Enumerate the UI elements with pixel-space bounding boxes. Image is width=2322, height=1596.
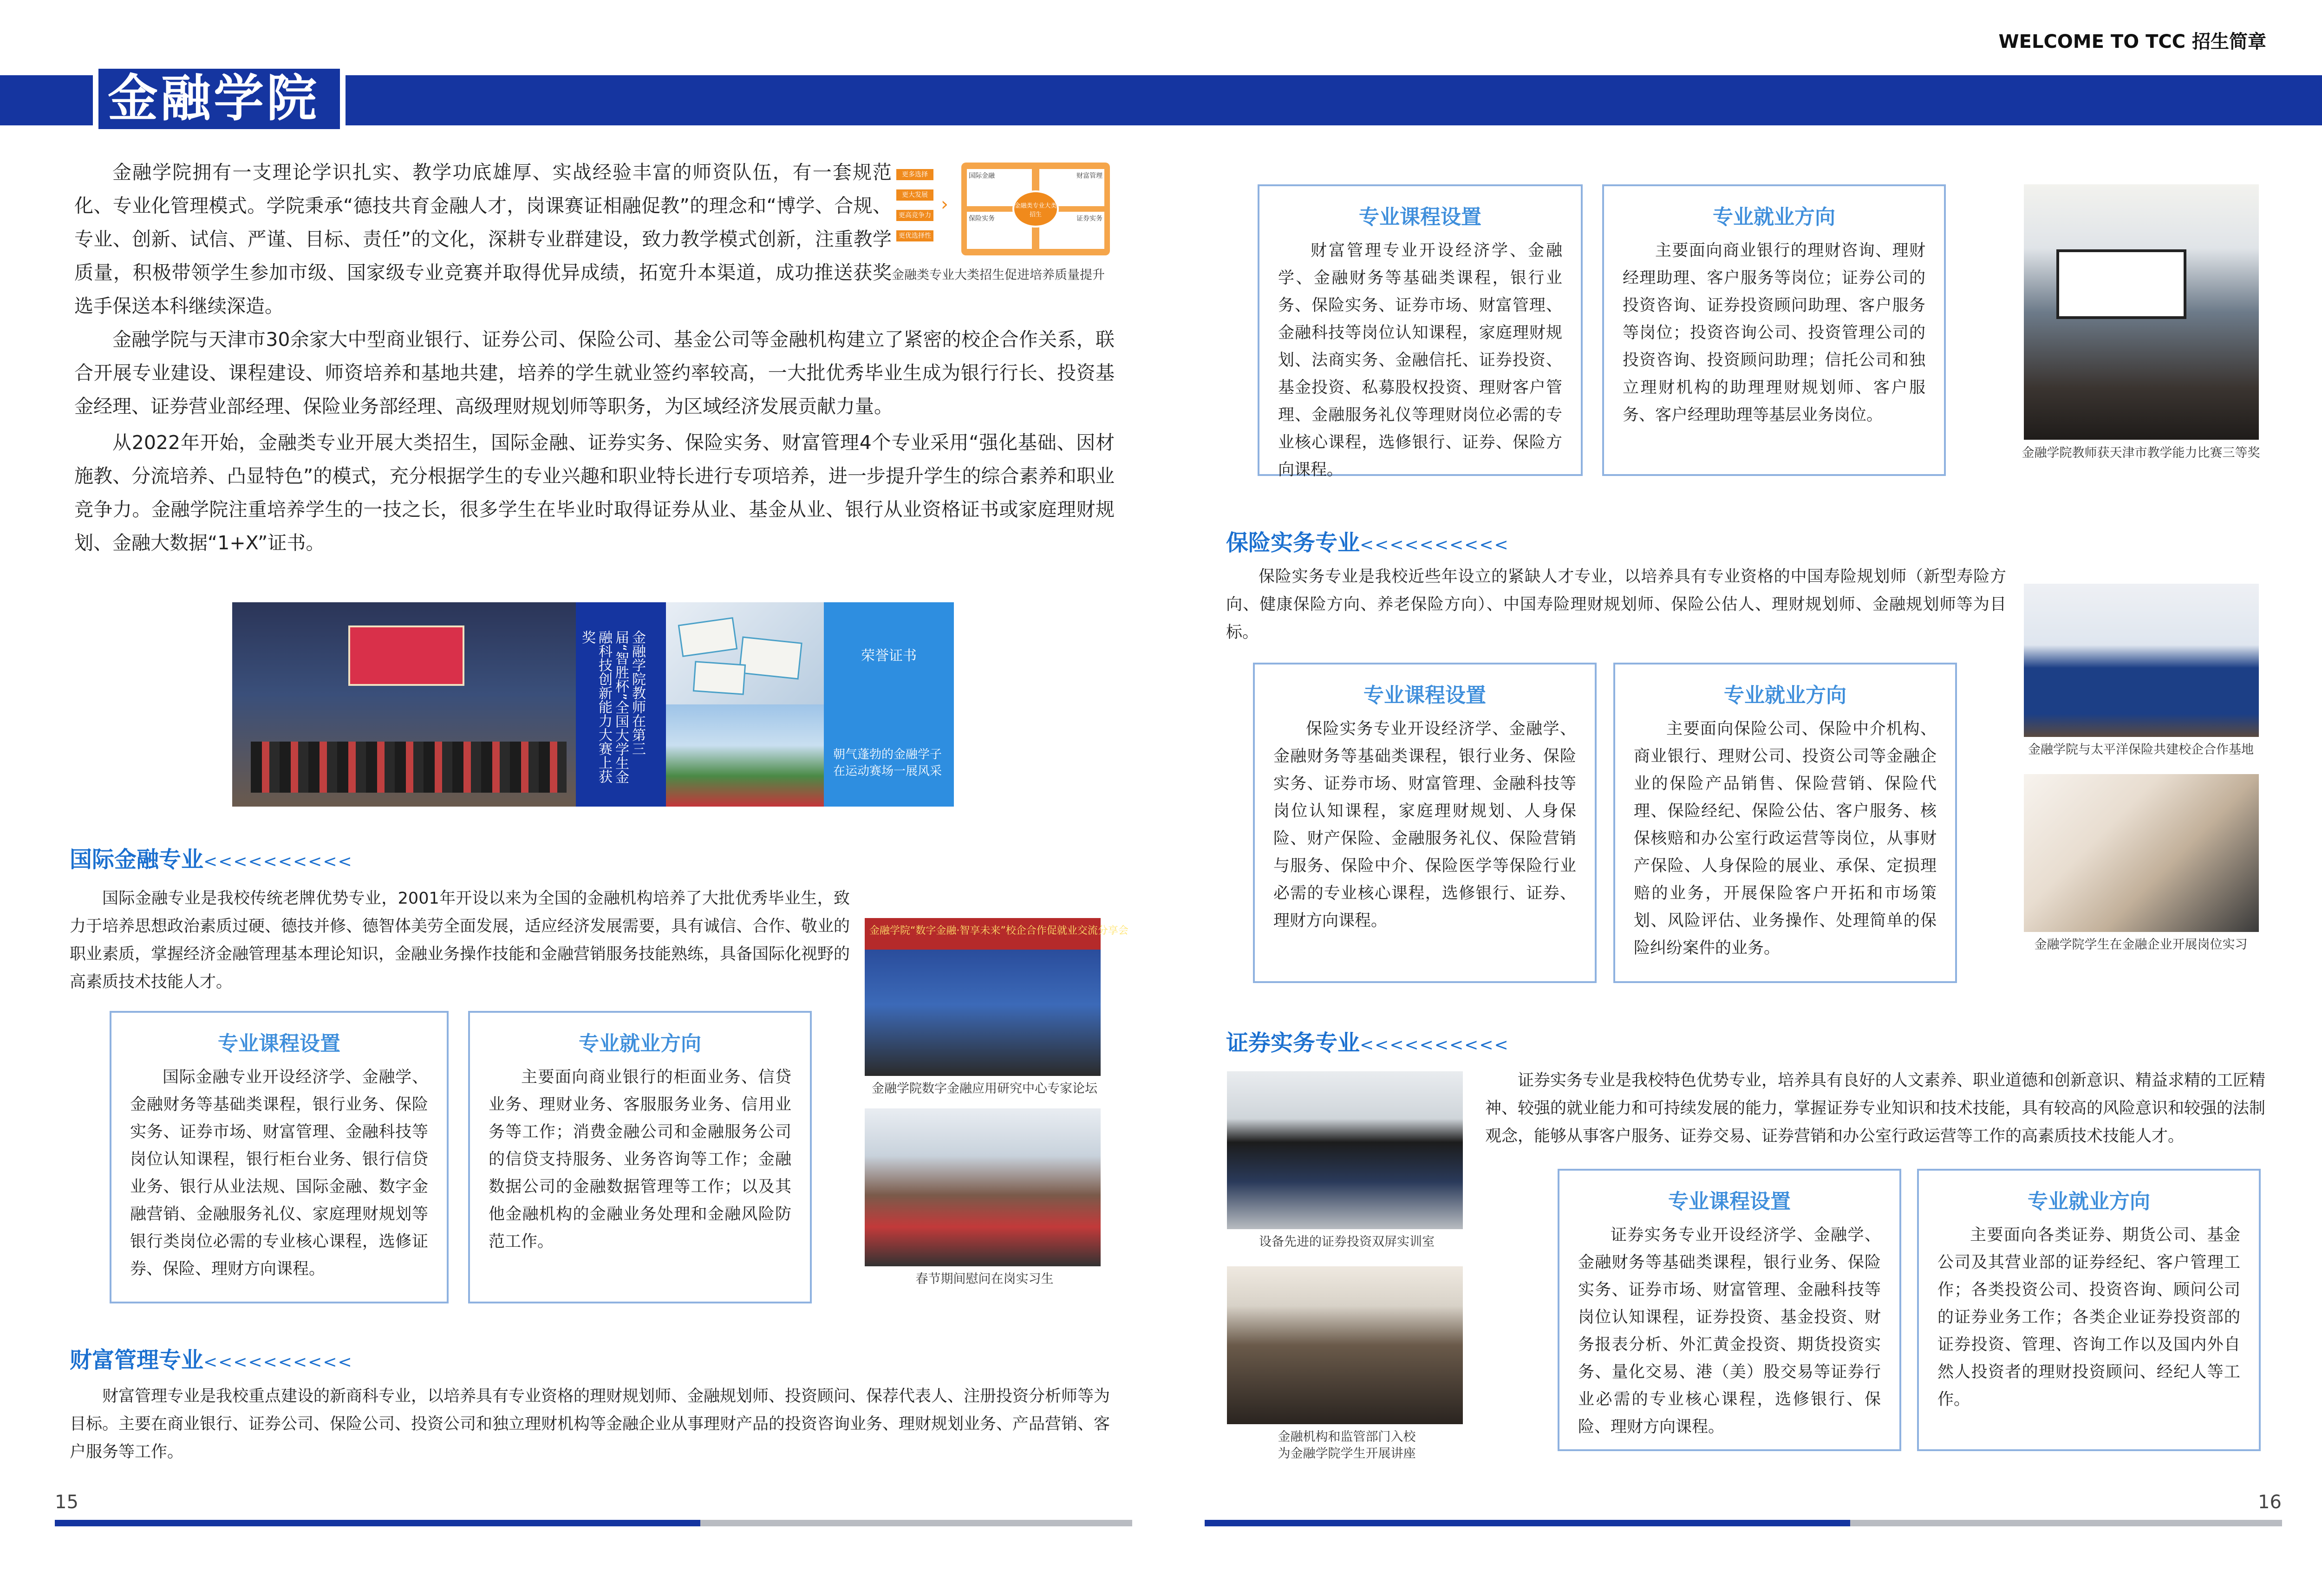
intl-title-text: 国际金融专业 bbox=[70, 847, 204, 873]
wealth-description: 财富管理专业是我校重点建设的新商科专业，以培养具有专业资格的理财规划师、金融规划师、投资顾问、保荐代表人、注册投资分析师等为目标。主要在商业银行、证券公司、保险公司、投资公司和独立理财机构等金融企业从事理财产品的投资咨询业务、理财规划业务、产品营销、客户服务等工作。 bbox=[70, 1387, 1110, 1461]
insurance-career-box bbox=[1613, 663, 1957, 983]
securities-photo2-caption-line1: 金融机构和监管部门入校 bbox=[1278, 1430, 1416, 1444]
insurance-partner-photo bbox=[2024, 584, 2259, 737]
wealth-photo-caption: 金融学院教师获天津市教学能力比赛三等奖 bbox=[2022, 446, 2260, 460]
footer-line-left-blue bbox=[55, 1520, 700, 1526]
footer-line-right-gray bbox=[1850, 1520, 2282, 1526]
securities-photo1-caption: 设备先进的证券投资双屏实训室 bbox=[1259, 1235, 1435, 1249]
award-text: 金融学院教师在第三届“智胜杯”全国大学生金融科技创新能力大赛上获奖 bbox=[579, 630, 646, 784]
wealth-course-box bbox=[1258, 184, 1583, 479]
securities-photo2-caption bbox=[1221, 1429, 1472, 1462]
diagram-center: 金融类专业大类招生 bbox=[1012, 190, 1059, 228]
diagram-tag: 更大发展 bbox=[896, 189, 933, 201]
insurance-title-arrows: <<<<<<<<<< bbox=[1360, 535, 1509, 554]
insurance-description: 保险实务专业是我校近些年设立的紧缺人才专业，以培养具有专业资格的中国寿险规划师（新型寿险方向、健康保险方向、养老保险方向）、中国寿险理财规划师、保险公估人、理财规划师、金融规划师等为目标。 bbox=[1226, 567, 2006, 642]
securities-course-title: 专业课程设置 bbox=[1668, 1190, 1791, 1213]
intl-career-text: 主要面向商业银行的柜面业务、信贷业务、理财业务、客服服务业务、信用业务等工作；消费金融公司和金融服务公司的信贷支持服务、业务咨询等工作；金融数据公司的金融数据管理等工作；以及其他金融机构的金融业务处理和金融风险防范工作。 bbox=[489, 1068, 791, 1251]
wealth-title-text: 财富管理专业 bbox=[70, 1347, 204, 1373]
wealth-section-title bbox=[70, 1342, 353, 1374]
intl-section-title bbox=[70, 841, 353, 873]
intl-title-arrows: <<<<<<<<<< bbox=[203, 852, 353, 871]
securities-course-box bbox=[1558, 1169, 1901, 1451]
enrollment-diagram bbox=[896, 163, 1110, 260]
forum-banner-text: 金融学院“数字金融·智享未来”校企合作促就业交流分享会 bbox=[869, 925, 1128, 937]
sport-label: 朝气蓬勃的金融学子在运动赛场一展风采 bbox=[833, 748, 942, 778]
intl-photo2-caption: 春节期间慰问在岗实习生 bbox=[915, 1272, 1054, 1286]
securities-course-text: 证券实务专业开设经济学、金融学、金融财务等基础类课程，银行业务、保险实务、证券市场、财富管理、金融科技等岗位认知课程，证券投资、基金投资、财务报表分析、外汇黄金投资、期货投资实务、量化交易、港（美）股交易等证券行业必需的专业核心课程，选修银行、保险、理财方向课程。 bbox=[1578, 1226, 1881, 1436]
intl-intern-photo bbox=[865, 1108, 1101, 1266]
insurance-photo2-caption: 金融学院学生在金融企业开展岗位实习 bbox=[2034, 938, 2248, 952]
wealth-course-text: 财富管理专业开设经济学、金融学、金融财务等基础类课程，银行业务、保险实务、证券市场、财富管理、金融科技等岗位认知课程，家庭理财规划、法商实务、金融信托、证券投资、基金投资、私募股权投资、理财客户管理、金融服务礼仪等理财岗位必需的专业核心课程，选修银行、证券、保险方向课程。 bbox=[1278, 241, 1562, 479]
certificate bbox=[678, 617, 738, 657]
footer-line-right-blue bbox=[1205, 1520, 1850, 1526]
insurance-section-title bbox=[1226, 525, 1509, 557]
intl-forum-photo bbox=[865, 918, 1128, 1076]
securities-career-title: 专业就业方向 bbox=[2028, 1190, 2150, 1213]
insurance-photo1-caption: 金融学院与太平洋保险共建校企合作基地 bbox=[2028, 743, 2254, 757]
projection-screen bbox=[2056, 249, 2186, 319]
wealth-career-title: 专业就业方向 bbox=[1713, 205, 1835, 229]
header-tagline: WELCOME TO TCC 招生简章 bbox=[1998, 31, 2266, 52]
insurance-title-text: 保险实务专业 bbox=[1226, 530, 1360, 556]
diagram-tag: 更优选择性 bbox=[896, 230, 933, 241]
wealth-title-arrows: <<<<<<<<<< bbox=[203, 1353, 353, 1372]
securities-title-text: 证券实务专业 bbox=[1226, 1030, 1360, 1056]
wealth-course-title: 专业课程设置 bbox=[1359, 205, 1481, 229]
diagram-quadrant: 证券实务 bbox=[1039, 212, 1104, 249]
certificates-photo bbox=[666, 602, 824, 704]
insurance-course-box bbox=[1253, 663, 1597, 983]
insurance-career-text: 主要面向保险公司、保险中介机构、商业银行、理财公司、投资公司等金融企业的保险产品销售、保险营销、保险代理、保险经纪、保险公估、客户服务、核保核赔和办公室行政运营等岗位，从事财产保险、人身保险的展业、承保、定损理赔的业务，开展保险客户开拓和市场策划、风险评估、业务操作、处理简单的保险纠纷案件的业务。 bbox=[1634, 720, 1937, 958]
intl-course-title: 专业课程设置 bbox=[218, 1032, 340, 1055]
insurance-career-title: 专业就业方向 bbox=[1724, 684, 1846, 707]
page-title: 金融学院 bbox=[98, 69, 340, 129]
footer-line-left-gray bbox=[700, 1520, 1132, 1526]
securities-section-title bbox=[1226, 1025, 1509, 1057]
intro-paragraph-3: 从2022年开始，金融类专业开展大类招生，国际金融、证券实务、保险实务、财富管理4个专业采用“强化基础、因材施教、分流培养、凸显特色”的模式，充分根据学生的专业兴趣和职业特长进行专项培养，进一步提升学生的综合素养和职业竞争力。金融学院注重培养学生的一技之长，很多学生在毕业时取得证券从业、基金从业、银行从业资格证书或家庭理财规划、金融大数据“1+X”证书。 bbox=[74, 431, 1115, 554]
intro-paragraph-1: 金融学院拥有一支理论学识扎实、教学功底雄厚、实战经验丰富的师资队伍，有一套规范化、专业化管理模式。学院秉承“德技共育金融人才，岗课赛证相融促教”的理念和“博学、合规、专业、创新、试信、严谨、目标、责任”的文化，深耕专业群建设，致力教学模式创新，注重教学质量，积极带领学生参加市级、国家级专业竞赛并取得优异成绩，拓宽升本渠道，成功推送获奖选手保送本科继续深造。 bbox=[74, 161, 892, 317]
page-number-right: 16 bbox=[2258, 1492, 2282, 1513]
intl-course-text: 国际金融专业开设经济学、金融学、金融财务等基础类课程，银行业务、保险实务、证券市场、财富管理、金融科技等岗位认知课程，银行柜台业务、银行信贷业务、银行从业法规、国际金融、数字金融营销、金融服务礼仪、家庭理财规划等银行类岗位必需的专业核心课程，选修证券、保险、理财方向课程。 bbox=[130, 1068, 428, 1278]
securities-career-box bbox=[1917, 1169, 2261, 1451]
securities-photo2-caption-line2: 为金融学院学生开展讲座 bbox=[1278, 1446, 1416, 1461]
diagram-quadrant: 保险实务 bbox=[967, 212, 1032, 249]
intl-course-box bbox=[110, 1011, 449, 1303]
award-ceremony-photo bbox=[232, 602, 576, 807]
diagram-caption: 金融类专业大类招生促进培养质量提升 bbox=[892, 268, 1105, 282]
insurance-course-title: 专业课程设置 bbox=[1363, 684, 1486, 707]
insurance-intern-photo bbox=[2024, 774, 2259, 932]
award-text-panel bbox=[576, 602, 666, 807]
securities-description: 证券实务专业是我校特色优势专业，培养具有良好的人文素养、职业道德和创新意识、精益求精的工匠精神、较强的就业能力和可持续发展的能力，掌握证券专业知识和技术技能，具有较高的风险意识和较强的法制观念，能够从事客户服务、证券交易、证券营销和办公室行政运营等工作的高素质技术技能人才。 bbox=[1485, 1071, 2266, 1146]
page-number-left: 15 bbox=[55, 1492, 78, 1513]
diagram-panel bbox=[961, 163, 1110, 255]
securities-lab-photo bbox=[1227, 1071, 1463, 1229]
diagram-quadrant: 财富管理 bbox=[1039, 169, 1104, 206]
certificate bbox=[693, 661, 746, 695]
wealth-career-text: 主要面向商业银行的理财咨询、理财经理助理、客户服务等岗位；证券公司的投资咨询、证券投资顾问助理、客户服务等岗位；投资咨询公司、投资管理公司的投资咨询、投资顾问助理；信托公司和独立理财机构的助理理财规划师、客户服务、客户经理助理等基层业务岗位。 bbox=[1623, 241, 1925, 424]
intl-description: 国际金融专业是我校传统老牌优势专业，2001年开设以来为全国的金融机构培养了大批优秀毕业生，致力于培养思想政治素质过硬、德技并修、德智体美劳全面发展，适应经济发展需要，具有诚信、合作、敬业的职业素质，掌握经济金融管理基本理论知识，金融业务操作技能和金融营销服务技能熟练，具备国际化视野的高素质技术技能人才。 bbox=[70, 889, 850, 991]
certificate bbox=[738, 636, 802, 679]
intl-career-title: 专业就业方向 bbox=[579, 1032, 701, 1055]
arrow-right-icon: › bbox=[941, 194, 948, 215]
intl-photo1-caption: 金融学院数字金融应用研究中心专家论坛 bbox=[872, 1081, 1097, 1096]
honor-label-panel bbox=[824, 602, 954, 704]
diagram-tag: 更高竞争力 bbox=[896, 210, 933, 221]
securities-lecture-photo bbox=[1227, 1266, 1463, 1424]
diagram-tag: 更多选择 bbox=[896, 169, 933, 180]
intl-career-box bbox=[468, 1011, 812, 1303]
sport-label-panel bbox=[824, 704, 954, 807]
stage-screen bbox=[348, 625, 464, 686]
honor-label: 荣誉证书 bbox=[861, 648, 917, 664]
people-group bbox=[251, 742, 567, 793]
insurance-course-text: 保险实务专业开设经济学、金融学、金融财务等基础类课程，银行业务、保险实务、证券市场、财富管理、金融科技等岗位认知课程，家庭理财规划、人身保险、财产保险、金融服务礼仪、保险营销与服务、保险中介、保险医学等保险行业必需的专业核心课程，选修银行、证券、理财方向课程。 bbox=[1273, 720, 1576, 930]
header-bar-left bbox=[0, 75, 93, 125]
securities-career-text: 主要面向各类证券、期货公司、基金公司及其营业部的证券经纪、客户管理工作；各类投资公司、投资咨询、顾问公司的证券业务工作；各类企业证券投资部的证券投资、管理、咨询工作以及国内外自然人投资者的理财投资顾问、经纪人等工作。 bbox=[1937, 1226, 2240, 1409]
header-bar-right bbox=[346, 75, 2322, 125]
intro-paragraph-2: 金融学院与天津市30余家大中型商业银行、证券公司、保险公司、基金公司等金融机构建立了紧密的校企合作关系，联合开展专业建设、课程建设、师资培养和基地共建，培养的学生就业签约率较高，一大批优秀毕业生成为银行行长、投资基金经理、证券营业部经理、保险业务部经理、高级理财规划师等职务，为区域经济发展贡献力量。 bbox=[74, 328, 1115, 417]
securities-title-arrows: <<<<<<<<<< bbox=[1360, 1036, 1509, 1055]
wealth-teaching-photo bbox=[2024, 184, 2259, 440]
diagram-quadrant: 国际金融 bbox=[967, 169, 1032, 206]
sports-photo bbox=[666, 704, 824, 807]
wealth-career-box bbox=[1602, 184, 1946, 476]
